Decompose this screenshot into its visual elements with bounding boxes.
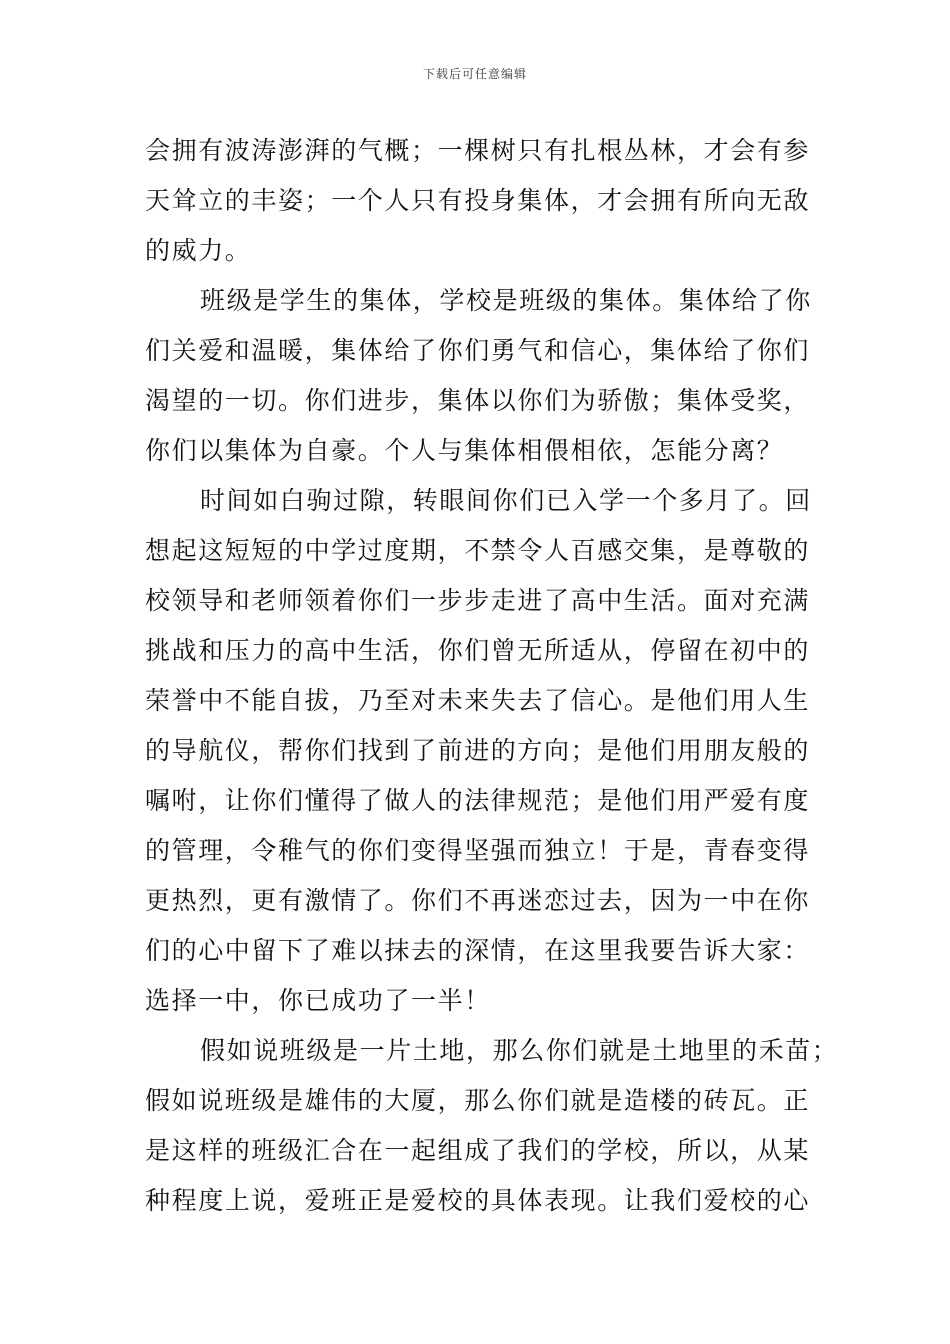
paragraph-first-line: 假如说班级是一片土地，那么你们就是土地里的禾苗； [200, 1036, 839, 1065]
paragraph-first-line: 时间如白驹过隙，转眼间你们已入学一个多月了。回 [200, 486, 812, 515]
text-line: 挑战和压力的高中生活，你们曾无所适从，停留在初中的 [145, 636, 811, 665]
text-line: 的威力。 [145, 236, 252, 265]
text-line: 假如说班级是雄伟的大厦，那么你们就是造楼的砖瓦。正 [145, 1086, 811, 1115]
text-line: 渴望的一切。你们进步，集体以你们为骄傲；集体受奖， [145, 386, 811, 415]
document-body [145, 126, 839, 1226]
text-line: 种程度上说，爱班正是爱校的具体表现。让我们爱校的心 [145, 1186, 811, 1215]
text-line: 选择一中，你已成功了一半！ [145, 986, 491, 1015]
text-line: 荣誉中不能自拔，乃至对未来失去了信心。是他们用人生 [145, 686, 811, 715]
text-line: 会拥有波涛澎湃的气概；一棵树只有扎根丛林，才会有参 [145, 136, 811, 165]
text-line: 的导航仪，帮你们找到了前进的方向；是他们用朋友般的 [145, 736, 811, 765]
text-line: 想起这短短的中学过度期，不禁令人百感交集，是尊敬的 [145, 536, 811, 565]
text-line: 校领导和老师领着你们一步步走进了高中生活。面对充满 [145, 586, 811, 615]
text-line: 你们以集体为自豪。个人与集体相偎相依，怎能分离？ [145, 436, 784, 465]
text-line: 是这样的班级汇合在一起组成了我们的学校，所以，从某 [145, 1136, 811, 1165]
text-line: 们关爱和温暖，集体给了你们勇气和信心，集体给了你们 [145, 336, 811, 365]
text-line: 更热烈，更有激情了。你们不再迷恋过去，因为一中在你 [145, 886, 811, 915]
text-line: 们的心中留下了难以抹去的深情，在这里我要告诉大家： [145, 936, 811, 965]
text-line: 天耸立的丰姿；一个人只有投身集体，才会拥有所向无敌 [145, 186, 811, 215]
page-header: 下载后可任意编辑 [422, 67, 527, 81]
text-line: 的管理，令稚气的你们变得坚强而独立！于是，青春变得 [145, 836, 811, 865]
text-line: 嘱咐，让你们懂得了做人的法律规范；是他们用严爱有度 [145, 786, 811, 815]
paragraph-first-line: 班级是学生的集体，学校是班级的集体。集体给了你 [200, 286, 812, 315]
